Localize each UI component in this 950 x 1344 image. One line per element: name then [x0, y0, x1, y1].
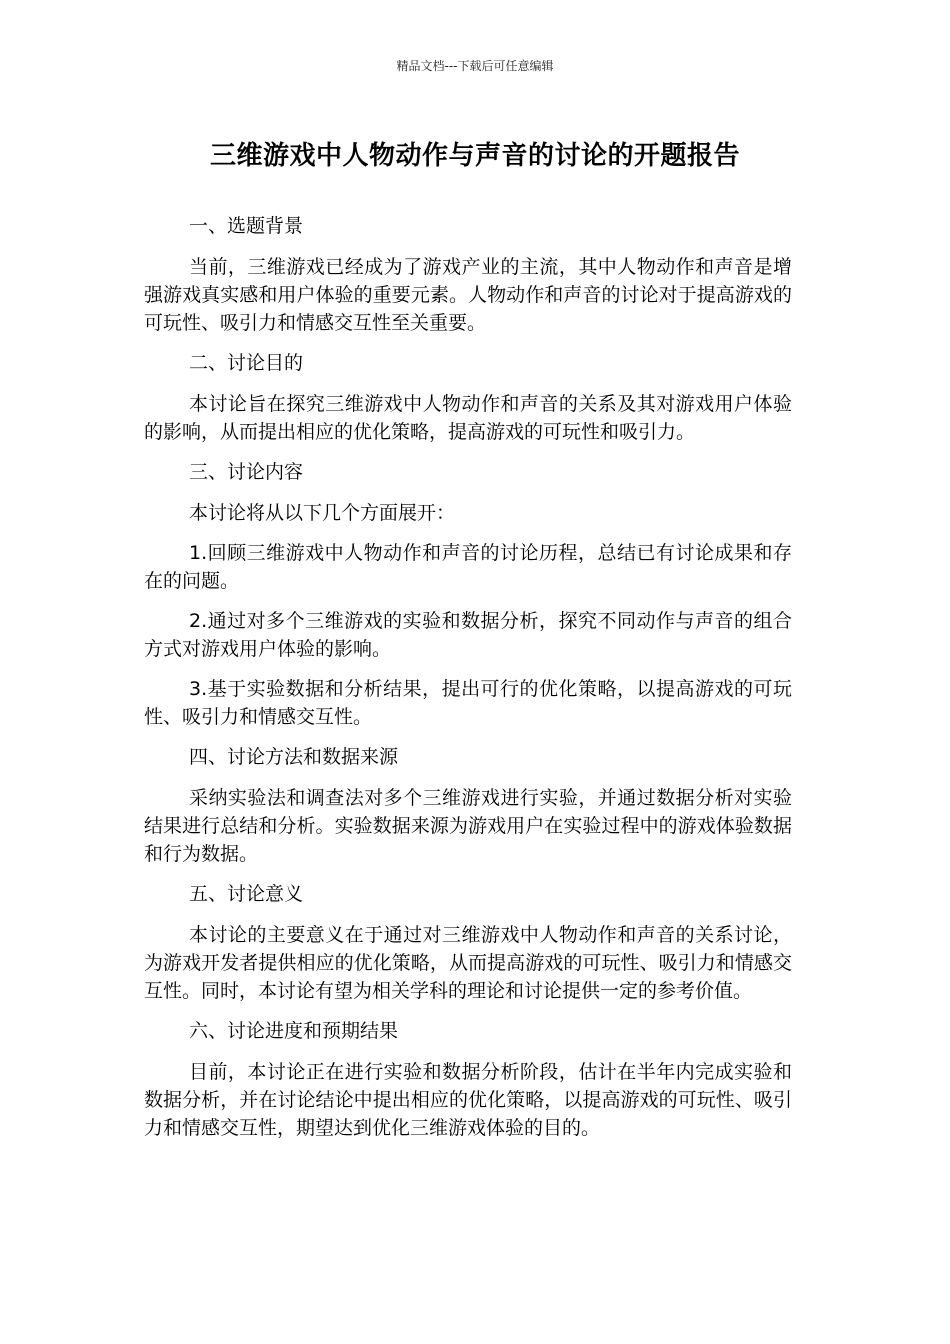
- paragraph-significance: 本讨论的主要意义在于通过对三维游戏中人物动作和声音的关系讨论，为游戏开发者提供相应的优化策略，从而提高游戏的可玩性、吸引力和情感交互性。同时，本讨论有望为相关学科的理论和讨论提供一定的参考价值。: [144, 924, 792, 1002]
- document-body: [144, 212, 792, 1154]
- paragraph-content-intro: 本讨论将从以下几个方面展开：: [189, 502, 456, 524]
- document-title: 三维游戏中人物动作与声音的讨论的开题报告: [209, 141, 740, 171]
- section-heading-progress: 六、讨论进度和预期结果: [189, 1020, 399, 1042]
- list-item-2: 2.通过对多个三维游戏的实验和数据分析，探究不同动作与声音的组合方式对游戏用户体验的影响。: [144, 610, 792, 660]
- list-item-3: 3.基于实验数据和分析结果，提出可行的优化策略，以提高游戏的可玩性、吸引力和情感交互性。: [144, 678, 792, 728]
- paragraph-progress: 目前，本讨论正在进行实验和数据分析阶段，估计在半年内完成实验和数据分析，并在讨论结论中提出相应的优化策略，以提高游戏的可玩性、吸引力和情感交互性，期望达到优化三维游戏体验的目的。: [144, 1061, 792, 1139]
- section-heading-methods: 四、讨论方法和数据来源: [189, 746, 399, 768]
- header-note: 精品文档---下载后可任意编辑: [396, 59, 554, 73]
- section-heading-purpose: 二、讨论目的: [189, 352, 304, 374]
- section-heading-content: 三、讨论内容: [189, 461, 304, 483]
- list-item-1: 1.回顾三维游戏中人物动作和声音的讨论历程，总结已有讨论成果和存在的问题。: [144, 542, 792, 592]
- section-heading-significance: 五、讨论意义: [189, 883, 304, 905]
- paragraph-methods: 采纳实验法和调查法对多个三维游戏进行实验，并通过数据分析对实验结果进行总结和分析。实验数据来源为游戏用户在实验过程中的游戏体验数据和行为数据。: [144, 787, 792, 865]
- paragraph-purpose: 本讨论旨在探究三维游戏中人物动作和声音的关系及其对游戏用户体验的影响，从而提出相应的优化策略，提高游戏的可玩性和吸引力。: [144, 393, 792, 443]
- paragraph-background: 当前，三维游戏已经成为了游戏产业的主流，其中人物动作和声音是增强游戏真实感和用户体验的重要元素。人物动作和声音的讨论对于提高游戏的可玩性、吸引力和情感交互性至关重要。: [144, 256, 792, 334]
- section-heading-background: 一、选题背景: [189, 215, 304, 237]
